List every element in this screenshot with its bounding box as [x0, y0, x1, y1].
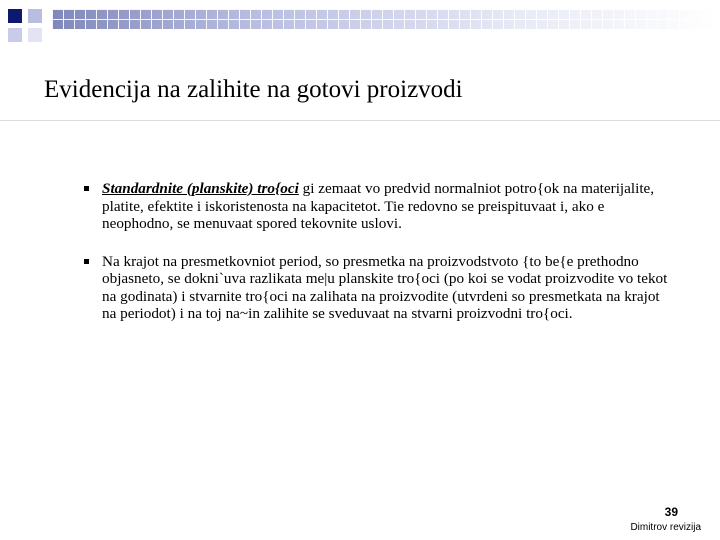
slide-title: Evidencija na zalihite na gotovi proizvodi	[44, 76, 463, 103]
bullet-list	[84, 180, 674, 343]
header-decoration	[0, 0, 720, 50]
decor-square-light	[28, 28, 42, 42]
bullet-text: Na krajot na presmetkovniot period, so presmetka na proizvodstvoto {to be{e prethodno objasneto, se dokni`uva razlikata me|u planskite tro{oci (po koi se vodat proizvodite vo tekot na godinata) i stvarnite tro{oci na zalihata na proizvodite (utvrdeni so presmetkata na krajot na periodot) i na toj na~in zalihite se sveduvaat na stvarni proizvodni tro{oci.	[102, 252, 668, 322]
title-divider	[0, 120, 720, 121]
bullet-square-icon	[84, 259, 89, 264]
bullet-square-icon	[84, 186, 89, 191]
bullet-text: gi zemaat vo predvid normalniot potro{ok na materijalite, platite, efektite i iskoristenosta na kapacitetot. Tie redovno se preispituvaat i, ako e neophodno, se menuvaat spored tekovnite uslovi.	[102, 180, 655, 232]
footer-text: Dimitrov revizija	[630, 522, 701, 533]
decor-square-light	[8, 28, 22, 42]
decor-square-mid	[28, 9, 42, 23]
decor-square-dark	[8, 9, 22, 23]
header-grid	[52, 9, 720, 29]
bullet-emphasis: Standardnite (planskite) tro{oci	[102, 180, 299, 197]
bullet-item	[84, 180, 674, 233]
bullet-item	[84, 253, 674, 323]
page-number: 39	[664, 505, 678, 519]
